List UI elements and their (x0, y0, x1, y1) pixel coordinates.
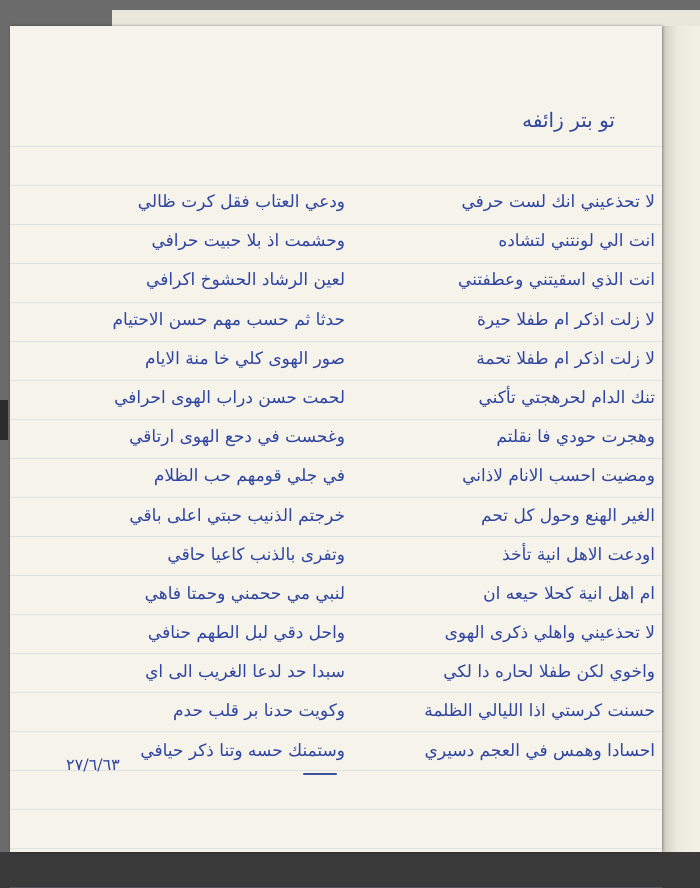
verse-line: انت الي لونتني لتشاده (498, 231, 655, 252)
verse-line: لا تحذعيني واهلي ذكرى الهوى (444, 623, 655, 644)
verse-line: ام اهل انية كحلا حيعه ان (483, 583, 655, 604)
verse-line: واخوي لكن طفلا لحاره دا لكي (443, 662, 655, 683)
verse-line: واحل دقي لبل الطهم حنافي (147, 623, 345, 644)
verse-line: لنبي مي ححمني وحمتا فاهي (144, 583, 345, 604)
verse-line: حسنت كرستي اذا الليالي الظلمة (424, 701, 655, 722)
verse-line: ودعي العتاب فقل كرت ظالي (137, 192, 345, 212)
ruled-line (10, 146, 662, 147)
right-verse-column (355, 183, 655, 771)
handwritten-date: ٢٧/٦/٦٣ (66, 755, 120, 774)
verse-line: الغير الهنع وحول كل تحم (481, 505, 655, 526)
ruled-line (10, 809, 662, 810)
verse-line: احسادا وهمس في العجم دسيري (424, 740, 655, 761)
verse-line: تنك الدام لحرهجتي تأكني (478, 387, 655, 408)
verse-line: لحمت حسن دراب الهوى احرافي (114, 387, 345, 408)
verse-line: حدثا ثم حسب مهم حسن الاحتيام (112, 309, 345, 330)
verse-line: خرجتم الذنيب حبتي اعلى باقي (129, 505, 345, 526)
verse-line: اودعت الاهل انية تأخذ (502, 544, 655, 565)
verse-line: انت الذي اسقيتني وعطفتني (458, 270, 655, 291)
verse-line: لا تحذعيني انك لست حرفي (461, 192, 655, 212)
verse-line: وكويت حدنا بر قلب حدم (173, 701, 345, 722)
verse-line: صور الهوى كلي خا منة الايام (144, 348, 345, 369)
verse-line: ومضيت احسب الانام لاذاني (462, 466, 655, 487)
verse-line: وهجرت حودي فا نقلتم (496, 427, 655, 448)
verse-line: في جلي قومهم حب الظلام (153, 466, 345, 487)
binder-clip (0, 400, 8, 440)
verse-line: لا زلت اذكر ام طفلا حيرة (476, 309, 655, 330)
verse-line: وغحست في دحع الهوى ارتاقي (129, 427, 345, 448)
verse-line: لا زلت اذكر ام طفلا تحمة (476, 348, 655, 369)
verse-line: وستمنك حسه وتنا ذكر حيافي (140, 740, 345, 761)
notebook-spine (662, 26, 700, 852)
verse-line: سبدا حد لدعا الغريب الى اي (145, 662, 345, 683)
left-verse-column (45, 183, 345, 771)
closing-dash (303, 773, 337, 775)
verse-line: وحشمت اذ بلا حبيت حرافي (151, 231, 345, 252)
verse-line: وتفرى بالذنب كاعيا حاقي (167, 544, 345, 565)
poem-title: تو بتر زائفه (522, 108, 615, 132)
verse-line: لعين الرشاد الحشوخ اكرافي (146, 270, 345, 291)
ruled-line (10, 848, 662, 849)
